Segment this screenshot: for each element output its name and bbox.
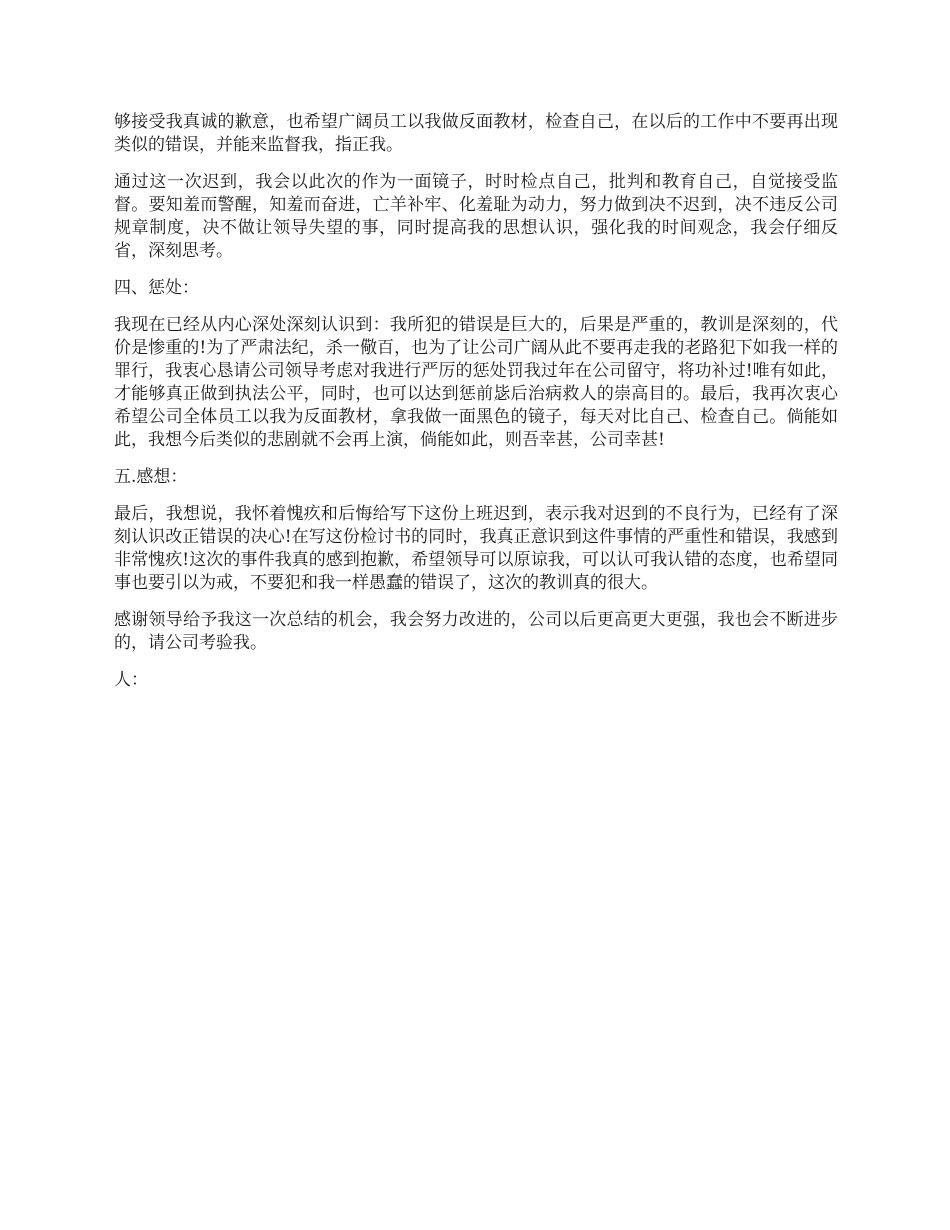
- signature-line: 人：: [114, 670, 148, 690]
- paragraph-self-reflection: 通过这一次迟到，我会以此次的作为一面镜子，时时检点自己，批判和教育自己，自觉接受监督。要知羞而警醒，知羞而奋进，亡羊补牢、化羞耻为动力，努力做到决不迟到，决不违反公司规章制度，决不做让领导失望的事，同时提高我的思想认识，强化我的时间观念，我会仔细反省，深刻思考。: [114, 172, 838, 261]
- paragraph-final-thoughts: 最后，我想说，我怀着愧疚和后悔给写下这份上班迟到，表示我对迟到的不良行为，已经有了深刻认识改正错误的决心!在写这份检讨书的同时，我真正意识到这件事情的严重性和错误，我感到非常愧疚!这次的事件我真的感到抱歉，希望领导可以原谅我，可以认可我认错的态度，也希望同事也要引以为戒，不要犯和我一样愚蠢的错误了，这次的教训真的很大。: [114, 504, 838, 593]
- document-body: [114, 111, 838, 706]
- paragraph-thanks: 感谢领导给予我这一次总结的机会，我会努力改进的，公司以后更高更大更强，我也会不断进步的，请公司考验我。: [114, 610, 838, 653]
- section-heading-punishment: 四、惩处：: [114, 278, 199, 298]
- paragraph-punishment: 我现在已经从内心深处深刻认识到：我所犯的错误是巨大的，后果是严重的，教训是深刻的，代价是惨重的!为了严肃法纪，杀一儆百，也为了让公司广阔从此不要再走我的老路犯下如我一样的罪行，我衷心恳请公司领导考虑对我进行严厉的惩处罚我过年在公司留守，将功补过!唯有如此，才能够真正做到执法公平，同时，也可以达到惩前毖后治病救人的崇高目的。最后，我再次衷心希望公司全体员工以我为反面教材，拿我做一面黑色的镜子，每天对比自己、检查自己。倘能如此，我想今后类似的悲剧就不会再上演，倘能如此，则吾幸甚，公司幸甚!: [114, 315, 838, 450]
- section-heading-reflection: 五.感想：: [114, 467, 188, 487]
- paragraph-apology-continued: 够接受我真诚的歉意，也希望广阔员工以我做反面教材，检查自己，在以后的工作中不要再出现类似的错误，并能来监督我，指正我。: [114, 112, 838, 155]
